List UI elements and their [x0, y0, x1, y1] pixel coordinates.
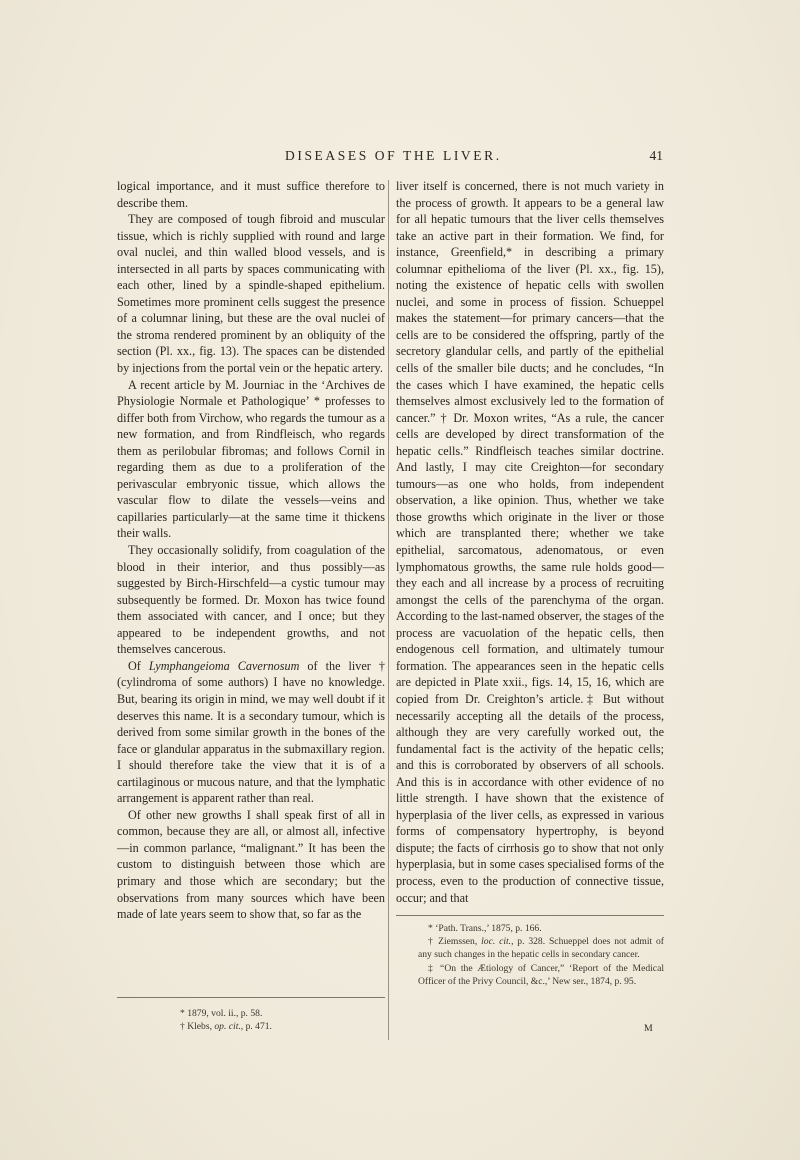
footnote — [180, 1020, 380, 1033]
italic-term: op. cit. — [214, 1021, 241, 1033]
paragraph: A recent article by M. Journiac in the ‘Archives de Physiologie Normale et Pathologique’ * professes to differ both from Virchow, who regards the tumour as a new formation, and from Rindfleisch, who regards them as perilobular fibromas; and follows Cornil in regarding them as due to a proliferation of the perivascular embryonic tissue, which allows the vascular flow to dilate the vessels—veins and capillaries particularly—at the same time it thickens their walls. — [117, 377, 385, 541]
footnote — [418, 935, 664, 961]
paragraph: liver itself is concerned, there is not much variety in the process of growth. It appears to be a general law for all hepatic tumours that the liver cells themselves take an active part in their formation. We find, for instance, Greenfield,* in describing a primary columnar epithelioma of the liver (Pl. xx., fig. 15), noting the existence of hepatic cells with swollen nuclei, and some in process of fission. Schueppel makes the statement—for primary cancers—that the cells are to be considered the offspring, partly of the secretory glandular cells, and partly of the epithelial cells of the smaller bile ducts; and he concludes, “In the cases which I have examined, the hepatic cells themselves almost exclusively led to the formation of cancer.” † Dr. Moxon writes, “As a rule, the cancer cells are developed by direct transformation of the hepatic cells.” Rindfleisch teaches similar doctrine. And lastly, I may cite Creighton—for secondary tumours—as one who holds, from independent observation, a like opinion. Thus, whether we take those growths which originate in the liver or those which are transplanted there; whether we take epithelial, sarcomatous, adenomatous, or even lymphomatous growths, the same rule holds good—they each and all increase by a process of recruiting amongst the cells of the parenchyma of the organ. According to the last-named observer, the stages of the process are vacuolation of the hepatic cells, then endogenous cell formation, and ultimately tumour formation. The appearances seen in the hepatic cells are depicted in Plate xxii., figs. 14, 15, 16, which are copied from Dr. Creighton’s article.‡ But without necessarily accepting all the details of the process, although they are very carefully worked out, the fundamental fact is the activity of the hepatic cells; and this is corroborated by observers of all schools. And this is in accordance with other evidence of no little strength. I have shown that the existence of hyperplasia of the liver cells, as expressed in various forms of compensatory hypertrophy, is beyond dispute; the facts of cirrhosis go to show that not only hyperplasia, but in some cases specialised forms of the process, even to the production of connective tissue, occur; and that — [396, 179, 664, 905]
running-head-title: DISEASES OF THE LIVER. — [285, 148, 502, 163]
left-column — [117, 178, 385, 923]
text-run: † Ziemssen, — [428, 936, 482, 948]
paragraph-lymphangeioma — [117, 658, 385, 807]
page-number: 41 — [649, 148, 663, 163]
footnote: * ‘Path. Trans.,’ 1875, p. 166. — [428, 923, 542, 934]
footnote: * 1879, vol. ii., p. 58. — [180, 1008, 263, 1019]
text-run: , p. 471. — [240, 1021, 272, 1033]
paragraph: They occasionally solidify, from coagulation of the blood in their interior, and thus possibly—as suggested by Birch-Hirschfeld—a cystic tumour may subsequently be formed. Dr. Moxon has twice found them associated with cancer, and I once; but they appeared to be independent growths, and not themselves cancerous. — [117, 543, 385, 657]
footnote-rule-left — [117, 997, 385, 998]
italic-term: loc. cit. — [481, 936, 512, 948]
running-head — [117, 148, 663, 166]
footnote: ‡ “On the Ætiology of Cancer,” ‘Report of the Medical Officer of the Privy Council, &c.,’ New ser., 1874, p. 95. — [418, 962, 664, 987]
text-run: of the liver † (cylindroma of some authors) I have no knowledge. But, bearing its origin in mind, we may well doubt if it deserves this name. It is a secondary tumour, which is derived from some similar growth in the bones of the face or glandular apparatus in the submaxillary region. I should therefore take the view that it is of a cartilaginous or mucous nature, and that the lymphatic arrangement is apparent rather than real. — [117, 658, 385, 806]
paragraph: Of other new growths I shall speak first of all in common, because they are all, or almost all, infective—in common parlance, “malignant.” It has been the custom to distinguish between those which are primary and those which are secondary; but the observations from many sources which have been made of late years seem to show that, so far as the — [117, 807, 385, 922]
text-run: Of — [128, 658, 149, 673]
paragraph: They are composed of tough fibroid and muscular tissue, which is richly supplied with round and large oval nuclei, and thin walled blood vessels, and is intersected in all parts by spaces communicating with each other, lined by a spindle-shaped epithelium. Sometimes more prominent cells suggest the presence of a columnar lining, but these are the oval nuclei of the stroma rendered prominent by an obliquity of the section (Pl. xx., fig. 13). The spaces can be distended by injections from the portal vein or the hepatic artery. — [117, 212, 385, 376]
right-column — [396, 178, 664, 906]
text-run: † Klebs, — [180, 1021, 215, 1033]
italic-term: Lymphangeioma Cavernosum — [148, 658, 300, 673]
paragraph: logical importance, and it must suffice therefore to describe them. — [117, 179, 385, 210]
column-divider — [388, 180, 389, 1040]
footnotes-right — [418, 922, 664, 988]
text-run: , p. 328. Schueppel does not admit of any such changes in the hepatic cells in secondary cancer. — [418, 936, 664, 961]
footnote-rule-right — [396, 915, 664, 916]
footnotes-left — [180, 1007, 380, 1033]
signature-mark: M — [644, 1023, 654, 1034]
